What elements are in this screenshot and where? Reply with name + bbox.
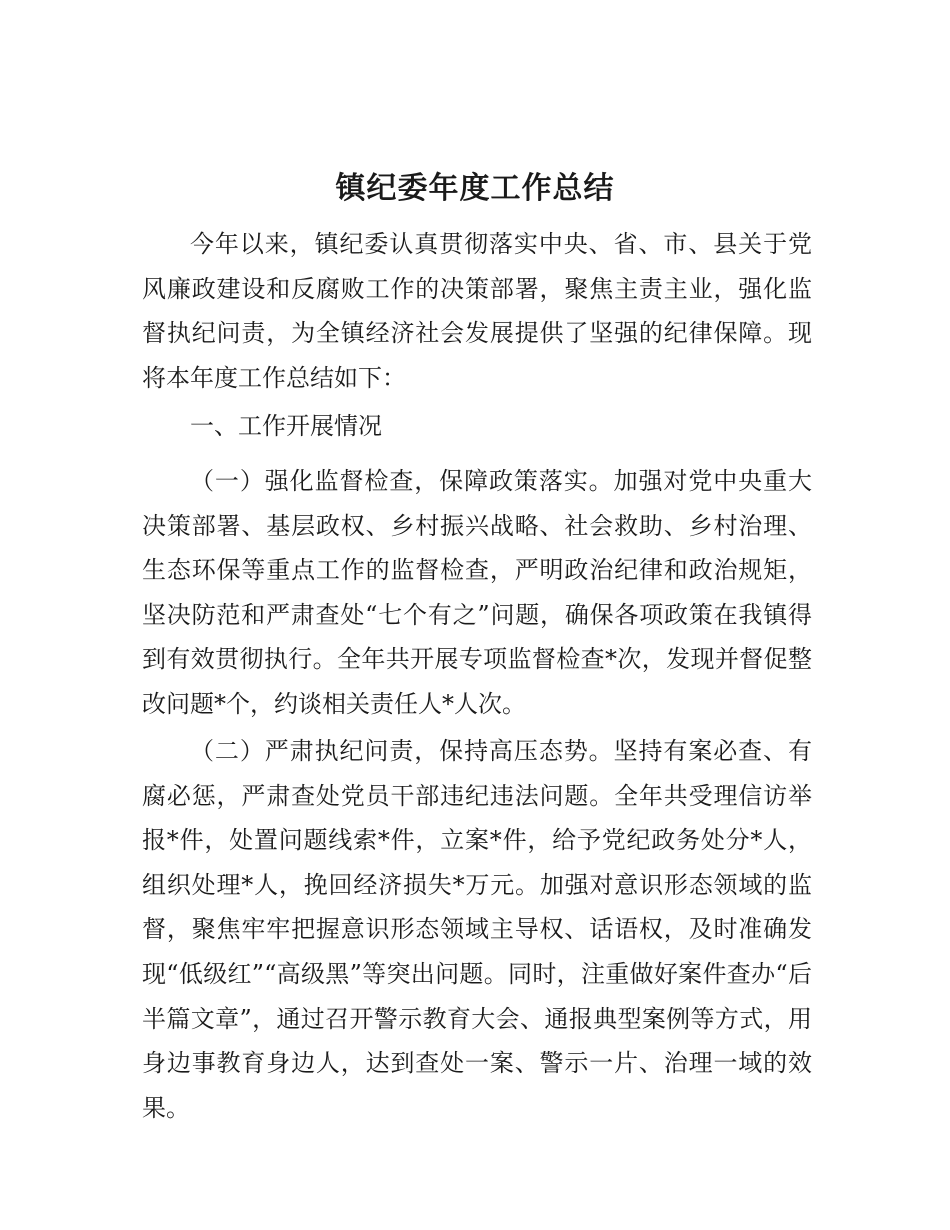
- section-heading: 一、工作开展情况: [190, 412, 382, 440]
- item-1-paragraph: （一）强化监督检查，保障政策落实。加强对党中央重大决策部署、基层政权、乡村振兴战略、社会救助、乡村治理、生态环保等重点工作的监督检查，严明政治纪律和政治规矩，坚决防范和严肃查处“七个有之”问题，确保各项政策在我镇得到有效贯彻执行。全年共开展专项监督检查*次，发现并督促整改问题*个，约谈相关责任人*人次。: [142, 467, 812, 718]
- document-title: 镇纪委年度工作总结: [335, 171, 615, 206]
- intro-paragraph: 今年以来，镇纪委认真贯彻落实中央、省、市、县关于党风廉政建设和反腐败工作的决策部署，聚焦主责主业，强化监督执纪问责，为全镇经济社会发展提供了坚强的纪律保障。现将本年度工作总结如下：: [142, 230, 812, 392]
- item-2-paragraph: （二）严肃执纪问责，保持高压态势。坚持有案必查、有腐必惩，严肃查处党员干部违纪违法问题。全年共受理信访举报*件，处置问题线索*件，立案*件，给予党纪政务处分*人，组织处理*人，挽回经济损失*万元。加强对意识形态领域的监督，聚焦牢牢把握意识形态领域主导权、话语权，及时准确发现“低级红”“高级黑”等突出问题。同时，注重做好案件查办“后半篇文章”，通过召开警示教育大会、通报典型案例等方式，用身边事教育身边人，达到查处一案、警示一片、治理一域的效果。: [142, 737, 812, 1122]
